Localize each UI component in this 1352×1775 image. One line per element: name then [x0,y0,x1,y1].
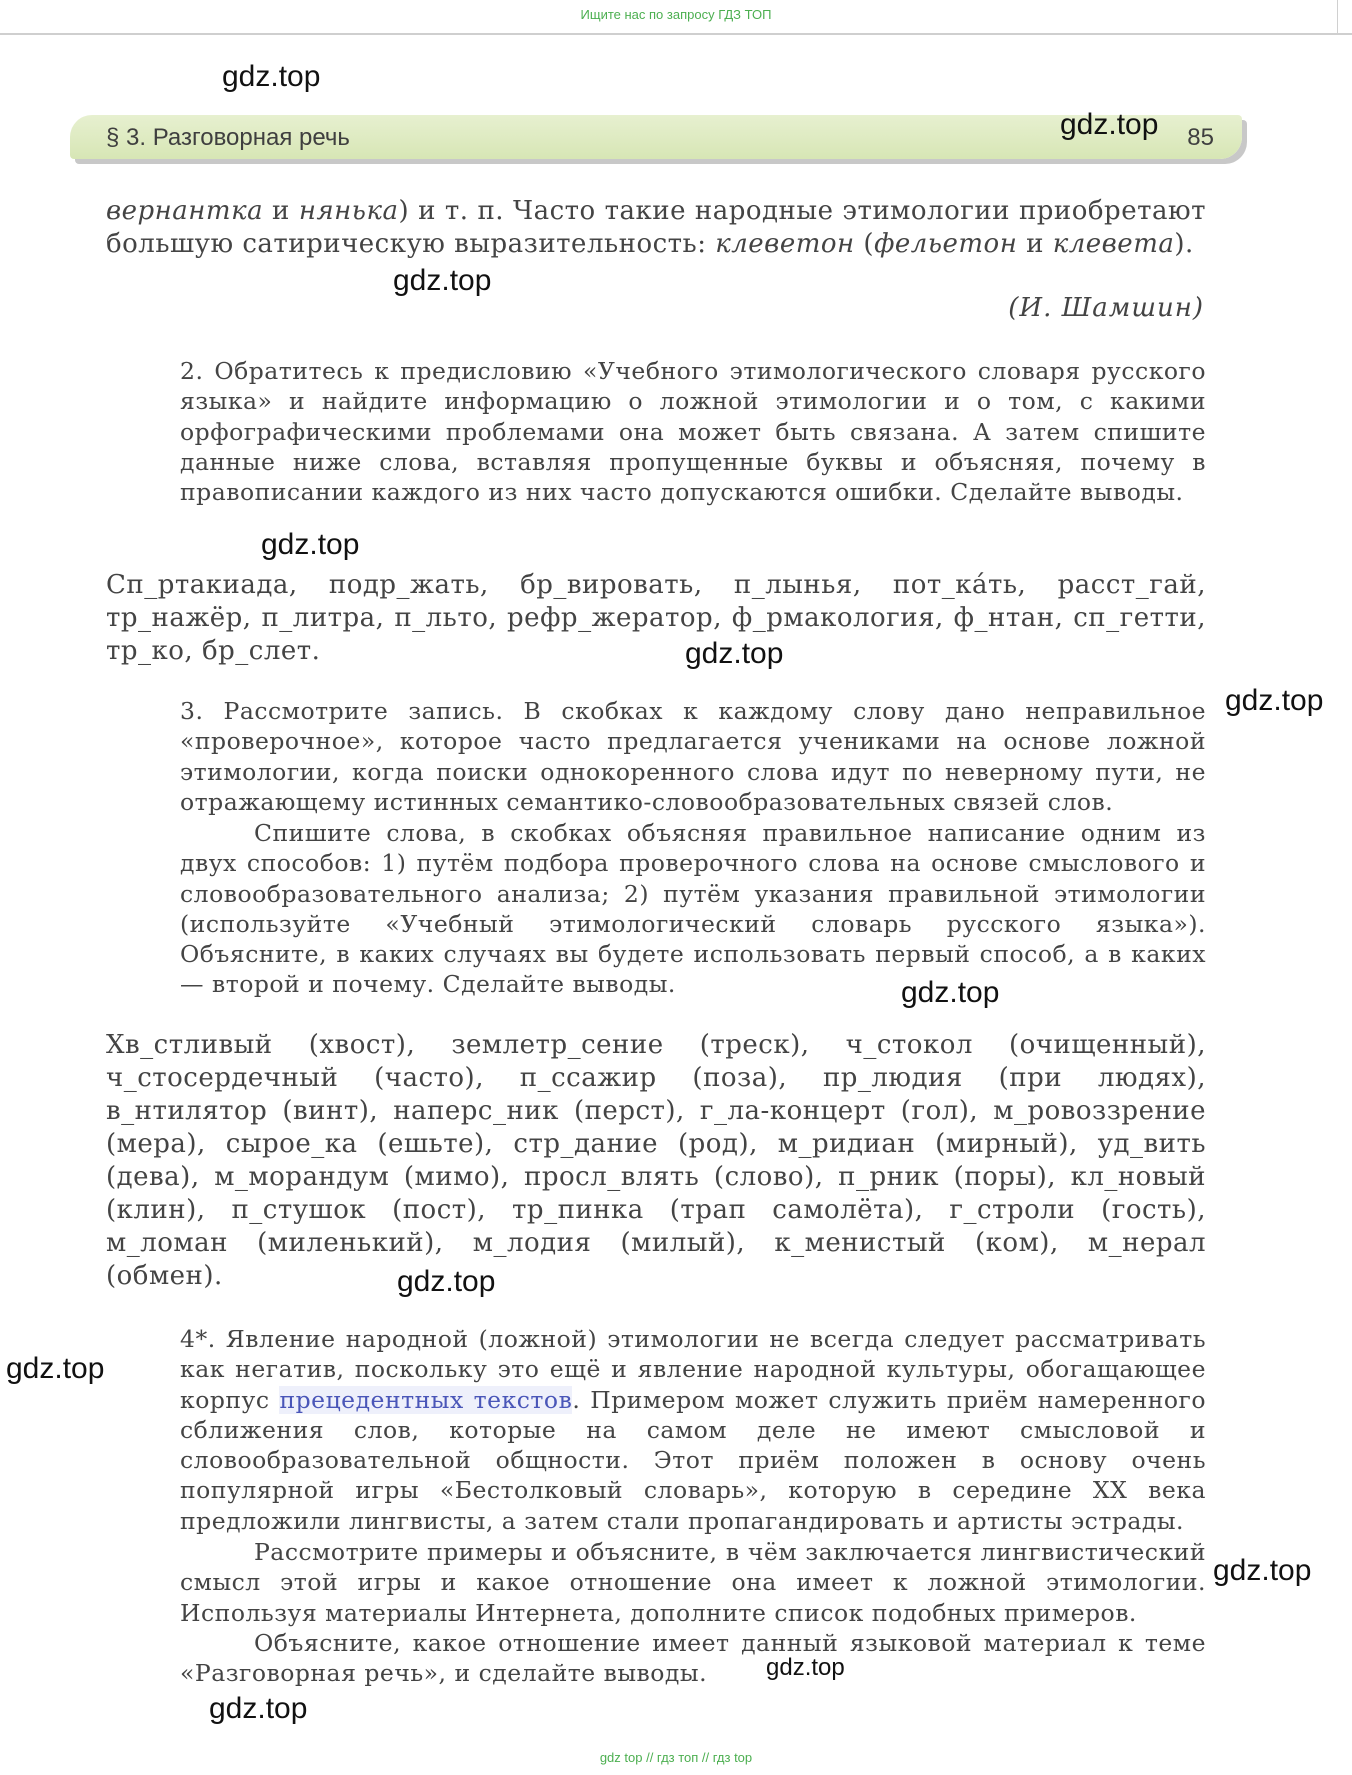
banner-text: Ищите нас по запросу ГДЗ ТОП [580,7,772,22]
watermark: gdz.top [1213,1554,1312,1587]
watermark: gdz.top [901,976,1000,1009]
section-title: § 3. Разговорная речь [106,124,350,151]
watermark: gdz.top [766,1654,845,1681]
page-number: 85 [1187,124,1214,151]
watermark: gdz.top [685,637,784,670]
task-3-text-2: Спишите слова, в скобках объясняя правильное написание одним из двух способов: 1) путём подбора проверочного слова на основе смыслового и словообразовательного анализа; 2) путём указания правильной этимологии (используйте «Учебный этимологический словарь русского языка»). Объясните, в каких случаях вы будете использовать первый способ, а в каких — второй и почему. Сделайте выводы. [180,819,1206,999]
watermark: gdz.top [222,60,321,93]
top-banner [0,0,1352,35]
banner-divider [1337,0,1338,33]
task-2-words: Сп_ртакиада, подр_жать, бр_вировать, п_лынья, пот_ка́ть, расст_гай, тр_нажёр, п_литра, п_льто, рефр_жератор, ф_рмакология, ф_нтан, сп_гетти, тр_ко, бр_слет. [106,570,1206,666]
watermark: gdz.top [397,1265,496,1298]
task-3-words: Хв_стливый (хвост), землетр_сение (треск), ч_стокол (очищенный), ч_стосердечный (часто), п_ссажир (поза), пр_людия (при людях), в_нтилятор (винт), наперс_ник (перст), г_ла-концерт (гол), м_ровоззрение (мера), сырое_ка (ешьте), стр_дание (род), м_ридиан (мирный), уд_вить (дева), м_морандум (мимо), просл_влять (слово), п_рник (поры), кл_новый (клин), п_стушок (пост), тр_пинка (трап самолёта), г_строли (гость), м_ломан (миленький), м_лодия (милый), к_менистый (ком), м_нерал (обмен). [106,1030,1206,1291]
intro-paragraph: вернантка и нянька) и т. п. Часто такие народные этимологии приобретают большую сатирическую выразительность: клеветон (фельетон и клевета). [106,196,1206,259]
watermark: gdz.top [1060,108,1159,141]
precedent-texts-link[interactable]: прецедентных текстов [279,1385,573,1414]
watermark: gdz.top [393,264,492,297]
watermark: gdz.top [209,1692,308,1725]
task-4-text-3: Объясните, какое отношение имеет данный языковой материал к теме «Разговорная речь», и сделайте выводы. [180,1629,1206,1688]
task-2-text: 2. Обратитесь к предисловию «Учебного этимологического словаря русского языка» и найдите информацию о ложной этимологии и о том, с какими орфографическими проблемами она может быть связана. А затем спишите данные ниже слова, вставляя пропущенные буквы и объясняя, почему в правописании каждого из них часто допускаются ошибки. Сделайте выводы. [180,357,1206,507]
watermark: gdz.top [6,1352,105,1385]
task-3-text-1: 3. Рассмотрите запись. В скобках к каждому слову дано неправильное «проверочное», которое часто предлагается учениками на основе ложной этимологии, когда поиски однокоренного слова идут по неверному пути, не отражающему истинных семантико-словообразовательных связей слов. [180,697,1206,816]
task-4-text-1: 4*. Явление народной (ложной) этимологии не всегда следует рассматривать как негатив, поскольку это ещё и явление народной культуры, обогащающее корпус прецедентных текстов. Примером может служить приём намеренного сближения слов, которые на самом деле не имеют смысловой и словообразовательной общности. Этот приём положен в основу очень популярной игры «Бестолковый словарь», которую в середине XX века предложили лингвисты, а затем стали пропагандировать и артисты эстрады. [180,1325,1206,1535]
quote-signature: (И. Шамшин) [1008,293,1204,323]
footer-text: gdz top // гдз топ // гдз top [599,1750,753,1765]
task-4-text-2: Рассмотрите примеры и объясните, в чём заключается лингвистический смысл этой игры и какое отношение она имеет к ложной этимологии. Используя материалы Интернета, дополните список подобных примеров. [180,1538,1206,1627]
watermark: gdz.top [1225,684,1324,717]
watermark: gdz.top [261,528,360,561]
